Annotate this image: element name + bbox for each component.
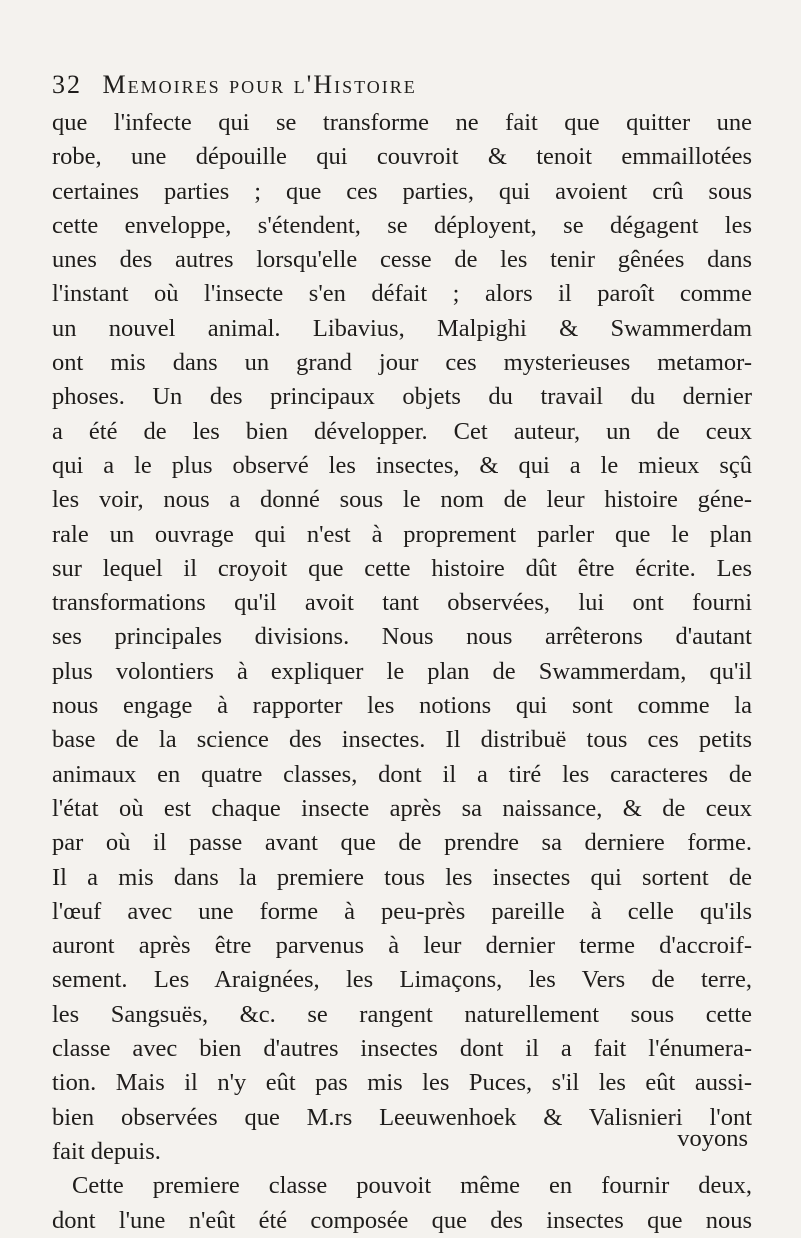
text-line: unes des autres lorsqu'elle cesse de les tenir gênées dans [52,246,752,274]
text-line: l'instant où l'insecte s'en défait ; alors il paroît comme [52,280,752,308]
text-line: sur lequel il croyoit que cette histoire dût être écrite. Les [52,554,752,582]
text-line: tion. Mais il n'y eût pas mis les Puces, s'il les eût aussi- [52,1069,752,1097]
text-line: sement. Les Araignées, les Limaçons, les Vers de terre, [52,966,752,994]
running-title: Memoires pour l'Histoire [102,70,417,99]
body-text [52,106,752,1238]
text-line: classe avec bien d'autres insectes dont il a fait l'énumera- [52,1035,752,1063]
text-line: plus volontiers à expliquer le plan de Swammerdam, qu'il [52,657,752,685]
text-line: dont l'une n'eût été composée que des insectes que nous [52,1206,752,1234]
text-line: auront après être parvenus à leur dernier terme d'accroif- [52,932,752,960]
text-line: l'œuf avec une forme à peu-près pareille à celle qu'ils [52,897,752,925]
catchword: voyons [677,1125,748,1152]
running-header [52,70,752,104]
text-line: un nouvel animal. Libavius, Malpighi & Swammerdam [52,314,752,342]
text-line: base de la science des insectes. Il distribuë tous ces petits [52,726,752,754]
text-line: fait depuis. [52,1137,161,1165]
text-line: transformations qu'il avoit tant observées, lui ont fourni [52,589,752,617]
text-line: cette enveloppe, s'étendent, se déployent, se dégagent les [52,211,752,239]
text-line: bien observées que M.rs Leeuwenhoek & Valisnieri l'ont [52,1103,752,1131]
text-line: Cette premiere classe pouvoit même en fournir deux, [72,1172,752,1200]
text-line: que l'infecte qui se transforme ne fait que quitter une [52,109,752,136]
text-line: Il a mis dans la premiere tous les insectes qui sortent de [52,863,752,891]
text-line: les Sangsuës, &c. se rangent naturellement sous cette [52,1000,752,1028]
text-line: rale un ouvrage qui n'est à proprement parler que le plan [52,520,752,548]
text-line: qui a le plus observé les insectes, & qui a le mieux sçû [52,451,752,479]
text-line: ses principales divisions. Nous nous arrêterons d'autant [52,623,752,651]
text-line: phoses. Un des principaux objets du travail du dernier [52,383,752,411]
text-line: par où il passe avant que de prendre sa derniere forme. [52,829,752,857]
text-line: animaux en quatre classes, dont il a tiré les caracteres de [52,760,752,788]
text-line: l'état où est chaque insecte après sa naissance, & de ceux [52,794,752,822]
text-line: ont mis dans un grand jour ces mysterieuses metamor- [52,349,752,377]
text-line: les voir, nous a donné sous le nom de leur histoire géne- [52,486,752,514]
text-line: robe, une dépouille qui couvroit & tenoit emmaillotées [52,143,752,171]
text-line: certaines parties ; que ces parties, qui avoient crû sous [52,177,752,205]
text-line: nous engage à rapporter les notions qui sont comme la [52,692,752,720]
text-line: a été de les bien développer. Cet auteur, un de ceux [52,417,752,445]
page-number: 32 [52,70,82,99]
